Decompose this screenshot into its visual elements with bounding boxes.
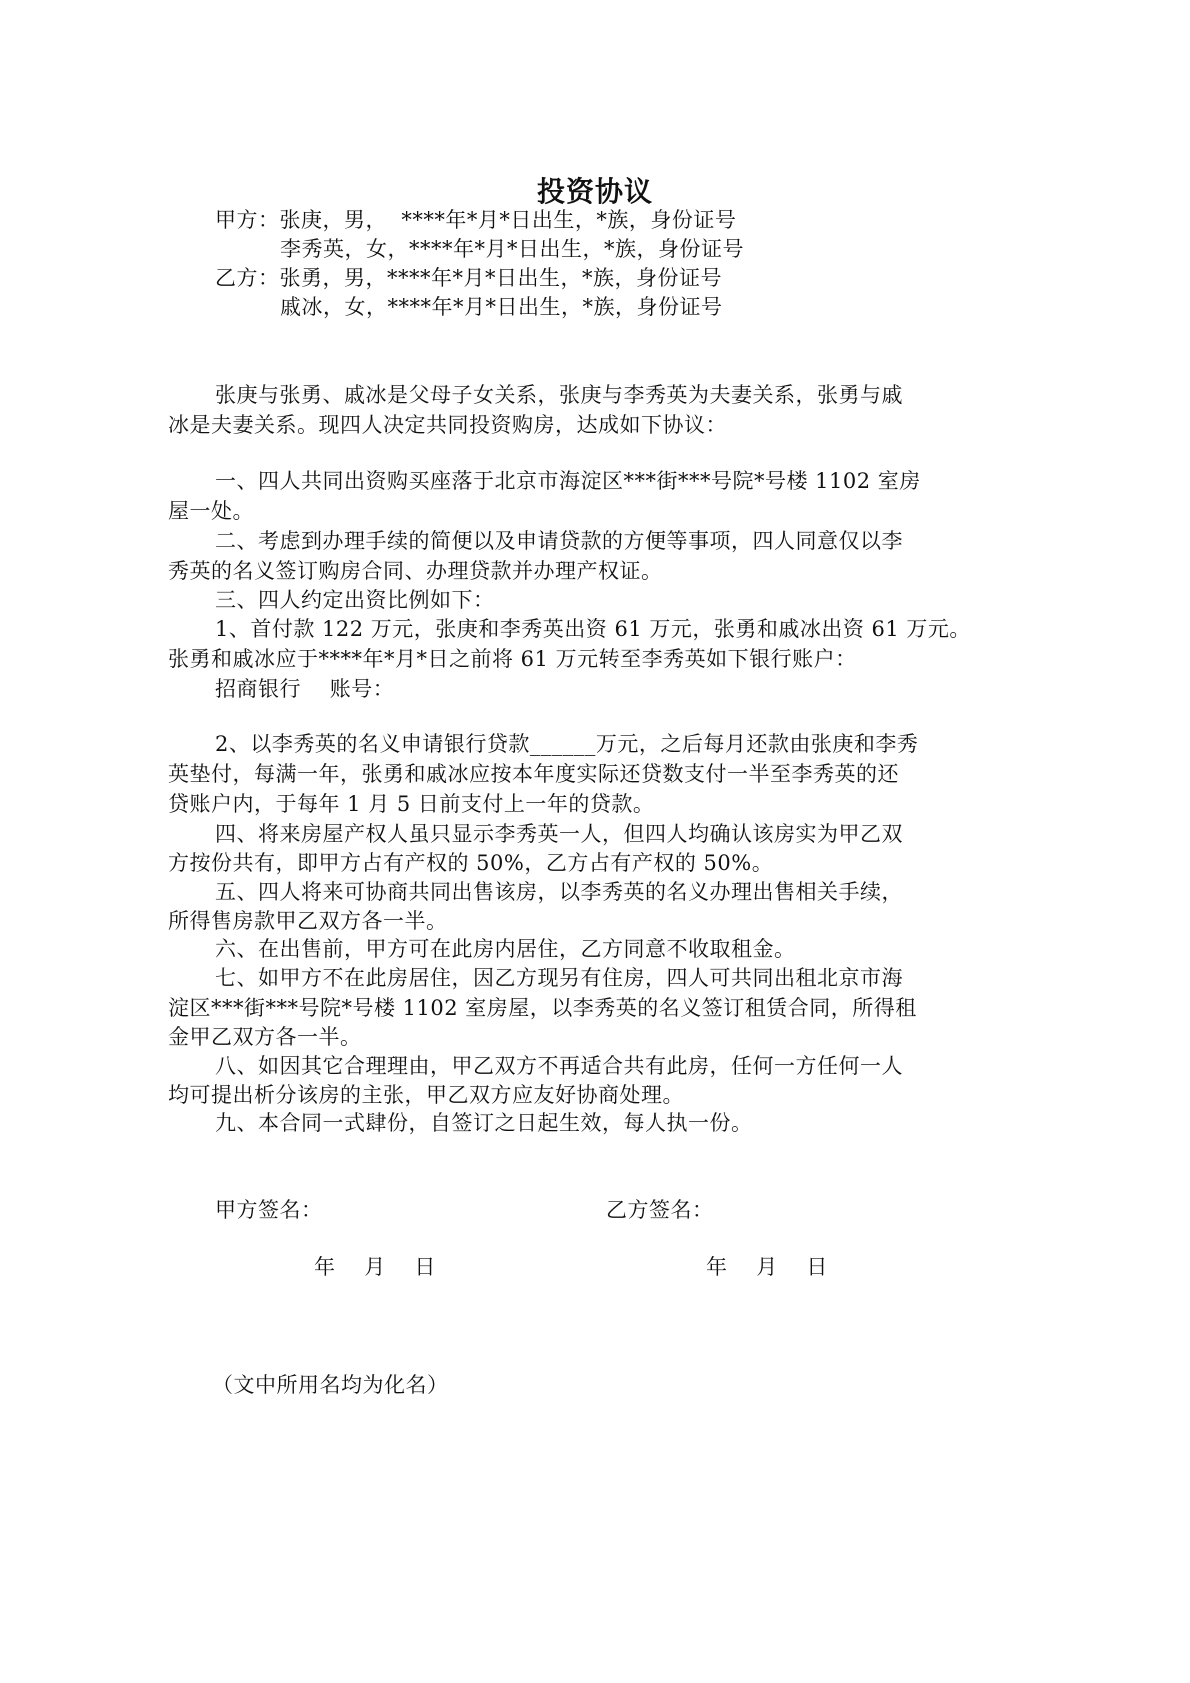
preamble-line-1: 张庚与张勇、戚冰是父母子女关系，张庚与李秀英为夫妻关系，张勇与戚 bbox=[215, 383, 903, 407]
clause-3-2-line-3: 贷账户内，于每年 1 月 5 日前支付上一年的贷款。 bbox=[168, 792, 655, 816]
clause-2-line-1: 二、考虑到办理手续的简便以及申请贷款的方便等事项，四人同意仅以李 bbox=[215, 529, 903, 553]
document-title: 投资协议 bbox=[536, 175, 653, 208]
clause-9-line-1: 九、本合同一式肆份，自签订之日起生效，每人执一份。 bbox=[215, 1111, 753, 1135]
clause-6-line-1: 六、在出售前，甲方可在此房内居住，乙方同意不收取租金。 bbox=[215, 937, 796, 961]
bank-account-line: 招商银行 账号： bbox=[215, 677, 395, 701]
clause-3-1-line-2: 张勇和戚冰应于****年*月*日之前将 61 万元转至李秀英如下银行账户： bbox=[168, 647, 857, 671]
party-a-line-1: 甲方：张庚，男， ****年*月*日出生，*族，身份证号 bbox=[215, 208, 737, 232]
party-a-date: 年 月 日 bbox=[314, 1255, 436, 1279]
preamble-line-2: 冰是夫妻关系。现四人决定共同投资购房，达成如下协议： bbox=[168, 413, 727, 437]
clause-8-line-1: 八、如因其它合理理由，甲乙双方不再适合共有此房，任何一方任何一人 bbox=[215, 1054, 903, 1078]
clause-4-line-2: 方按份共有，即甲方占有产权的 50%，乙方占有产权的 50%。 bbox=[168, 851, 774, 875]
clause-3-2-line-1: 2、以李秀英的名义申请银行贷款______万元，之后每月还款由张庚和李秀 bbox=[215, 732, 919, 756]
clause-2-line-2: 秀英的名义签订购房合同、办理贷款并办理产权证。 bbox=[168, 559, 663, 583]
clause-7-line-1: 七、如甲方不在此房居住，因乙方现另有住房，四人可共同出租北京市海 bbox=[215, 966, 903, 990]
clause-4-line-1: 四、将来房屋产权人虽只显示李秀英一人，但四人均确认该房实为甲乙双 bbox=[215, 822, 903, 846]
clause-8-line-2: 均可提出析分该房的主张，甲乙双方应友好协商处理。 bbox=[168, 1083, 684, 1107]
party-b-line-2: 戚冰，女，****年*月*日出生，*族，身份证号 bbox=[280, 295, 723, 319]
clause-7-line-2: 淀区***街***号院*号楼 1102 室房屋，以李秀英的名义签订租赁合同，所得租 bbox=[168, 996, 917, 1020]
party-a-signature-label: 甲方签名： bbox=[215, 1198, 323, 1222]
clause-3-heading: 三、四人约定出资比例如下： bbox=[215, 588, 495, 612]
clause-1-line-1: 一、四人共同出资购买座落于北京市海淀区***街***号院*号楼 1102 室房 bbox=[215, 469, 921, 493]
clause-5-line-1: 五、四人将来可协商共同出售该房，以李秀英的名义办理出售相关手续， bbox=[215, 880, 903, 904]
clause-7-line-3: 金甲乙双方各一半。 bbox=[168, 1025, 362, 1049]
clause-3-2-line-2: 英垫付，每满一年，张勇和戚冰应按本年度实际还贷数支付一半至李秀英的还 bbox=[168, 762, 899, 786]
clause-5-line-2: 所得售房款甲乙双方各一半。 bbox=[168, 909, 448, 933]
party-b-line-1: 乙方：张勇，男，****年*月*日出生，*族，身份证号 bbox=[215, 266, 722, 290]
clause-3-1-line-1: 1、首付款 122 万元，张庚和李秀英出资 61 万元，张勇和戚冰出资 61 万元。 bbox=[215, 617, 971, 641]
party-b-date: 年 月 日 bbox=[706, 1255, 828, 1279]
footnote: （文中所用名均为化名） bbox=[212, 1373, 449, 1397]
party-b-signature-label: 乙方签名： bbox=[606, 1198, 714, 1222]
party-a-line-2: 李秀英，女，****年*月*日出生，*族，身份证号 bbox=[280, 237, 744, 261]
clause-1-line-2: 屋一处。 bbox=[168, 499, 254, 523]
